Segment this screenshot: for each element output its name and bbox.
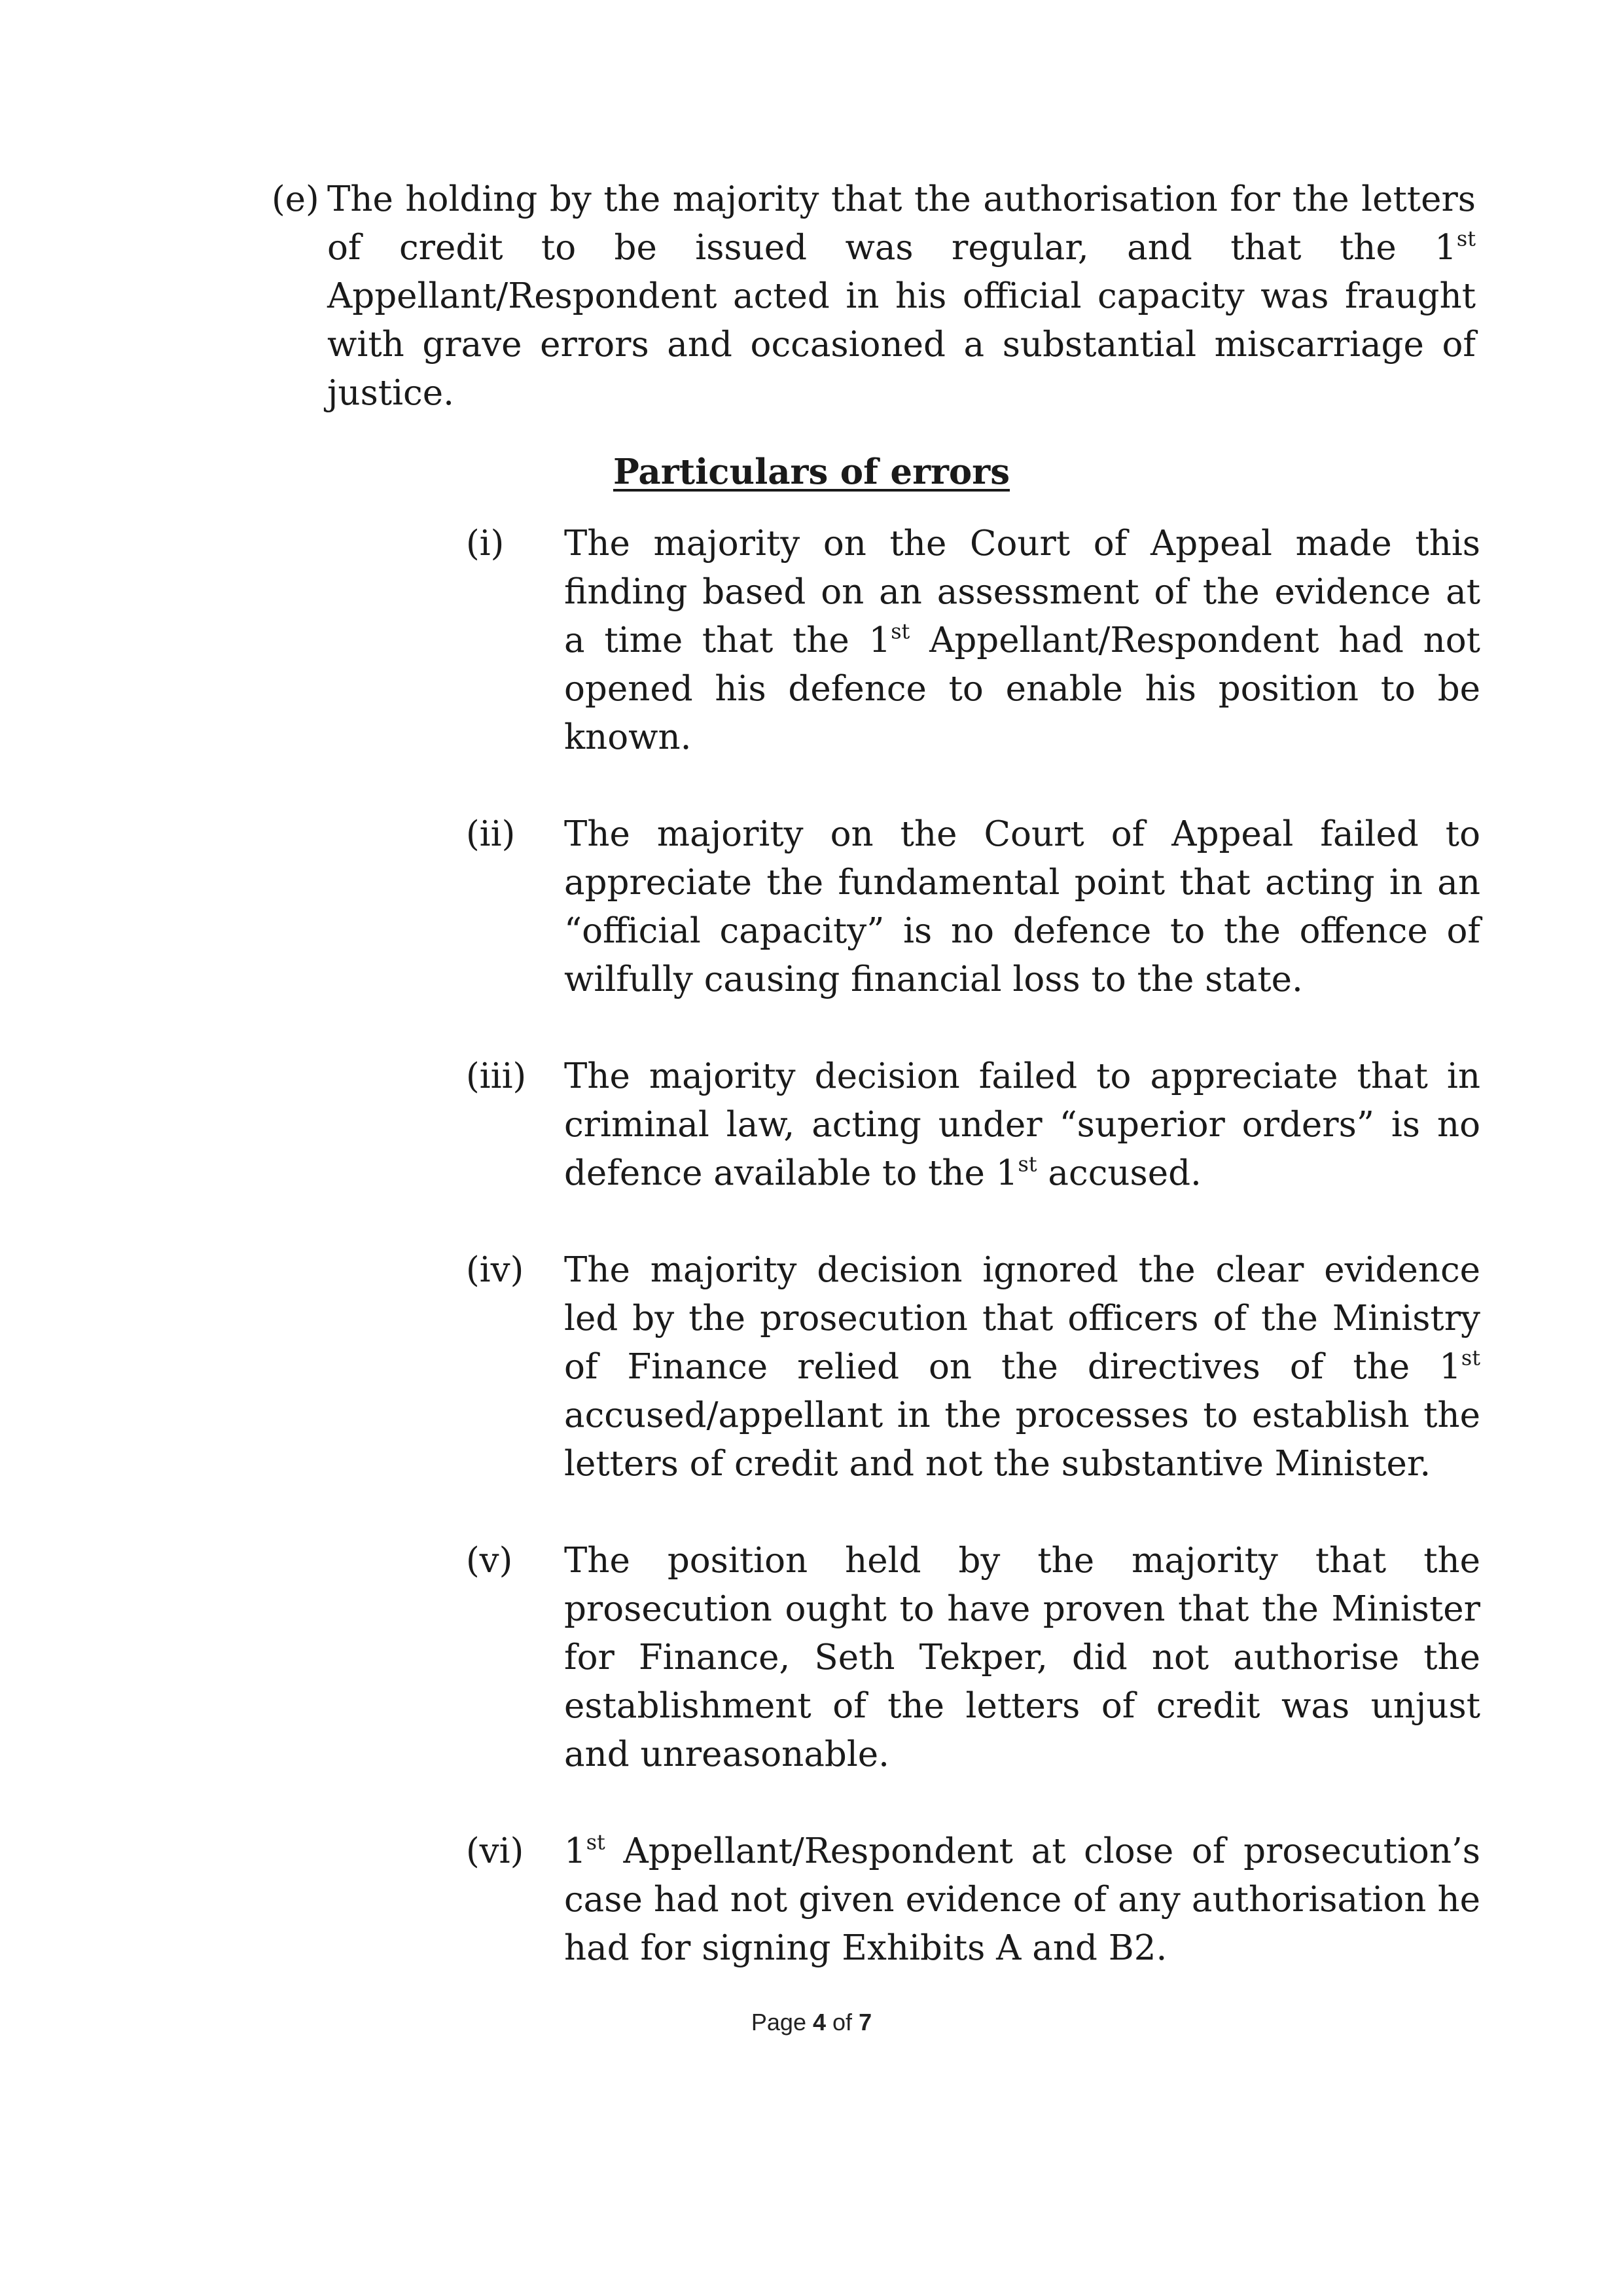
superscript: st [891, 619, 910, 644]
item-text: The majority decision failed to appreciate that in criminal law, acting under “superior orders” is no defence available to the 1st accused. [564, 1056, 1480, 1193]
item-text: The position held by the majority that the prosecution ought to have proven that the Minister for Finance, Seth Tekper, did not authorise the establishment of the letters of credit was unjust and unreasonable. [564, 1541, 1480, 1774]
list-item [466, 1827, 1480, 1973]
list-item [466, 1052, 1480, 1198]
total-pages: 7 [859, 2009, 872, 2036]
paragraph-e [272, 175, 1476, 418]
item-number: (vi) [466, 1831, 524, 1871]
page-number-footer: Page 4 of 7 [751, 2009, 872, 2036]
superscript: st [1461, 1346, 1480, 1371]
superscript: st [1456, 226, 1476, 251]
item-text: The majority decision ignored the clear evidence led by the prosecution that officers of the Ministry of Finance relied on the directives of the 1st accused/appellant in the processes to establish the letters of credit and not the substantive Minister. [564, 1250, 1480, 1484]
list-item [466, 520, 1480, 762]
paragraph-label: (e) [272, 179, 319, 219]
item-text: The majority on the Court of Appeal failed to appreciate the fundamental point that acting in an “official capacity” is no defence to the offence of wilfully causing financial loss to the state. [564, 814, 1480, 999]
item-text: The majority on the Court of Appeal made this finding based on an assessment of the evidence at a time that the 1st Appellant/Respondent had not opened his defence to enable his position to be known. [564, 524, 1480, 757]
item-number: (iv) [466, 1250, 524, 1290]
item-number: (i) [466, 524, 505, 564]
list-item [466, 1246, 1480, 1488]
item-number: (ii) [466, 814, 516, 854]
item-number: (v) [466, 1541, 513, 1581]
list-item [466, 1537, 1480, 1779]
superscript: st [586, 1830, 605, 1855]
section-heading: Particulars of errors [613, 452, 1010, 492]
superscript: st [1018, 1152, 1037, 1177]
paragraph-text: The holding by the majority that the authorisation for the letters of credit to be issued was regular, and that the 1st Appellant/Respondent acted in his official capacity was fraught with grave errors and occasioned a substantial miscarriage of justice. [327, 179, 1476, 413]
errors-list [466, 520, 1480, 2021]
current-page: 4 [812, 2009, 827, 2036]
list-item [466, 810, 1480, 1004]
item-number: (iii) [466, 1056, 527, 1096]
item-text: 1st Appellant/Respondent at close of prosecution’s case had not given evidence of any authorisation he had for signing Exhibits A and B2. [564, 1830, 1480, 1968]
